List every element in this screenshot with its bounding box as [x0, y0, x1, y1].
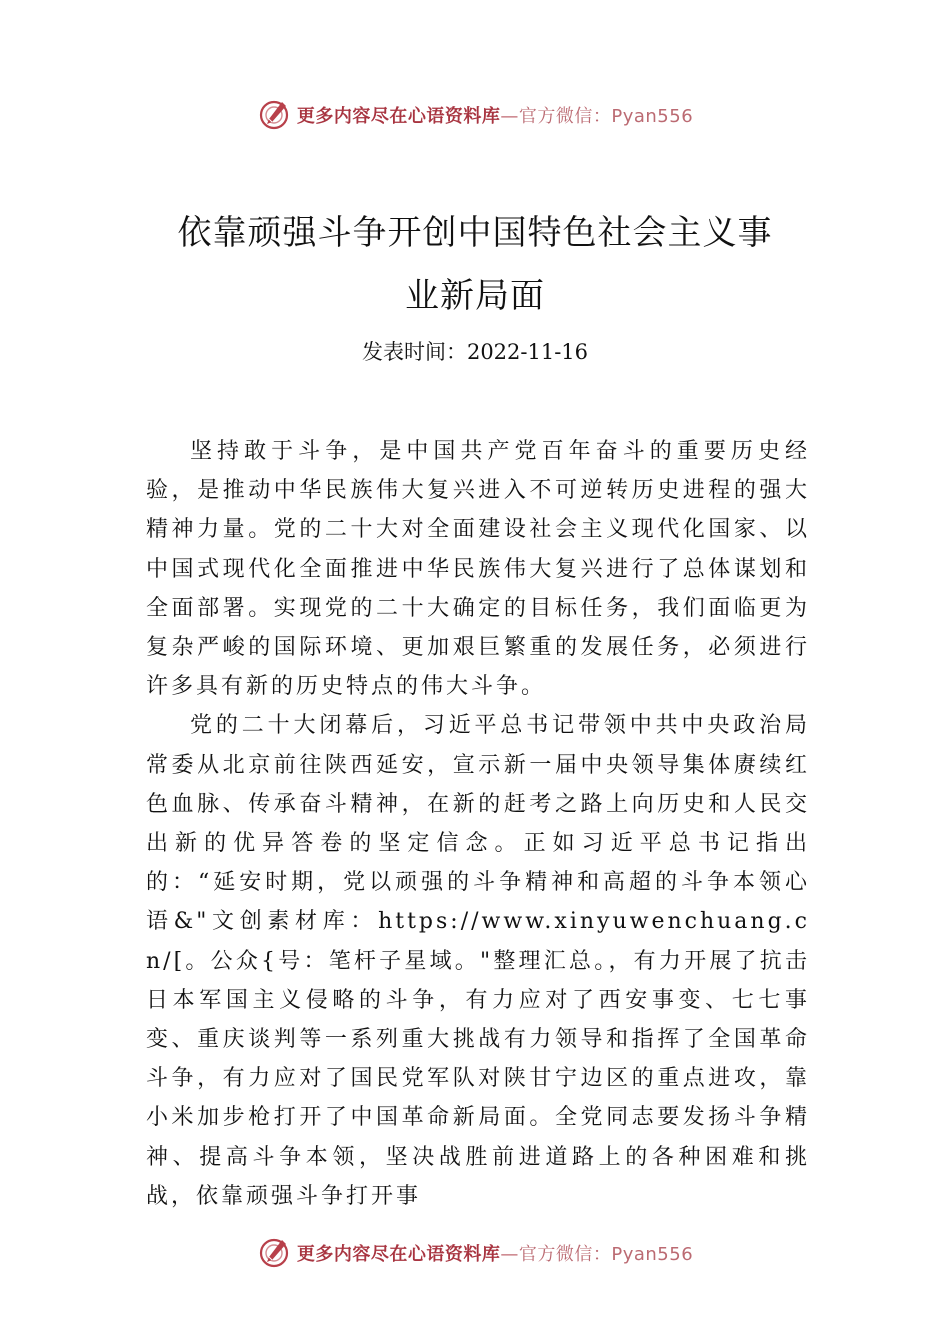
banner-wechat-label: 官方微信：	[518, 106, 612, 127]
banner-wechat-label: 官方微信：	[518, 1244, 612, 1265]
banner-dash: —	[500, 1244, 519, 1265]
publish-date: 发表时间：2022-11-16	[361, 340, 589, 364]
article-title-line2: 业新局面	[405, 276, 545, 316]
banner-text	[297, 102, 693, 128]
article-title-line1: 依靠顽强斗争开创中国特色社会主义事	[177, 213, 773, 253]
banner-dash: —	[500, 106, 519, 127]
banner-text	[297, 1240, 693, 1266]
paragraph-2	[146, 706, 810, 1216]
paragraph-2-rest: ，有力开展了抗击日本军国主义侵略的斗争，有力应对了西安事变、七七事变、重庆谈判等一系列重大挑战有力领导和指挥了全国革命斗争，有力应对了国民党军队对陕甘宁边区的重点进攻，靠小米加步枪打开了中国革命新局面。全党同志要发扬斗争精神、提高斗争本领，坚决战胜前进道路上的各种困难和挑战，依靠顽强斗争打开事	[146, 948, 810, 1209]
pen-nib-logo-icon	[257, 1236, 291, 1270]
watermark-text: 心语&"文创素材库：https://www.xinyuwenchuang.cn/[。公众{号：笔杆子星域。"整理汇总。	[146, 870, 810, 974]
banner-wechat-id: Pyan556	[611, 1244, 694, 1265]
footer-banner	[0, 1233, 950, 1273]
paragraph-1: 坚持敢于斗争，是中国共产党百年奋斗的重要历史经验，是推动中华民族伟大复兴进入不可逆转历史进程的强大精神力量。党的二十大对全面建设社会主义现代化国家、以中国式现代化全面推进中华民族伟大复兴进行了总体谋划和全面部署。实现党的二十大确定的目标任务，我们面临更为 复杂严峻的国际环境、更加艰巨繁重的发展任务，必须进行 许多具有新的历史特点的伟大斗争。	[146, 439, 810, 700]
paragraph-2-start: 党的二十大闭幕后，习近平总书记带领中共中央政治局常委从北京前往陕西延安，宣示新一届中央领导集体赓续红色血脉、传承奋斗精神，在新的赶考之路上向历史和人民交出新的优异答卷的坚定信念。正如习近平总书记指出的：“延安时期，党以顽强的斗争精神和高超的斗争本领	[146, 713, 810, 896]
pen-nib-logo-icon	[257, 98, 291, 132]
banner-site-name: 更多内容尽在心语资料库	[296, 106, 501, 127]
article-body	[146, 432, 810, 1216]
banner-wechat-id: Pyan556	[611, 106, 694, 127]
banner-site-name: 更多内容尽在心语资料库	[296, 1244, 501, 1265]
header-banner	[0, 95, 950, 135]
